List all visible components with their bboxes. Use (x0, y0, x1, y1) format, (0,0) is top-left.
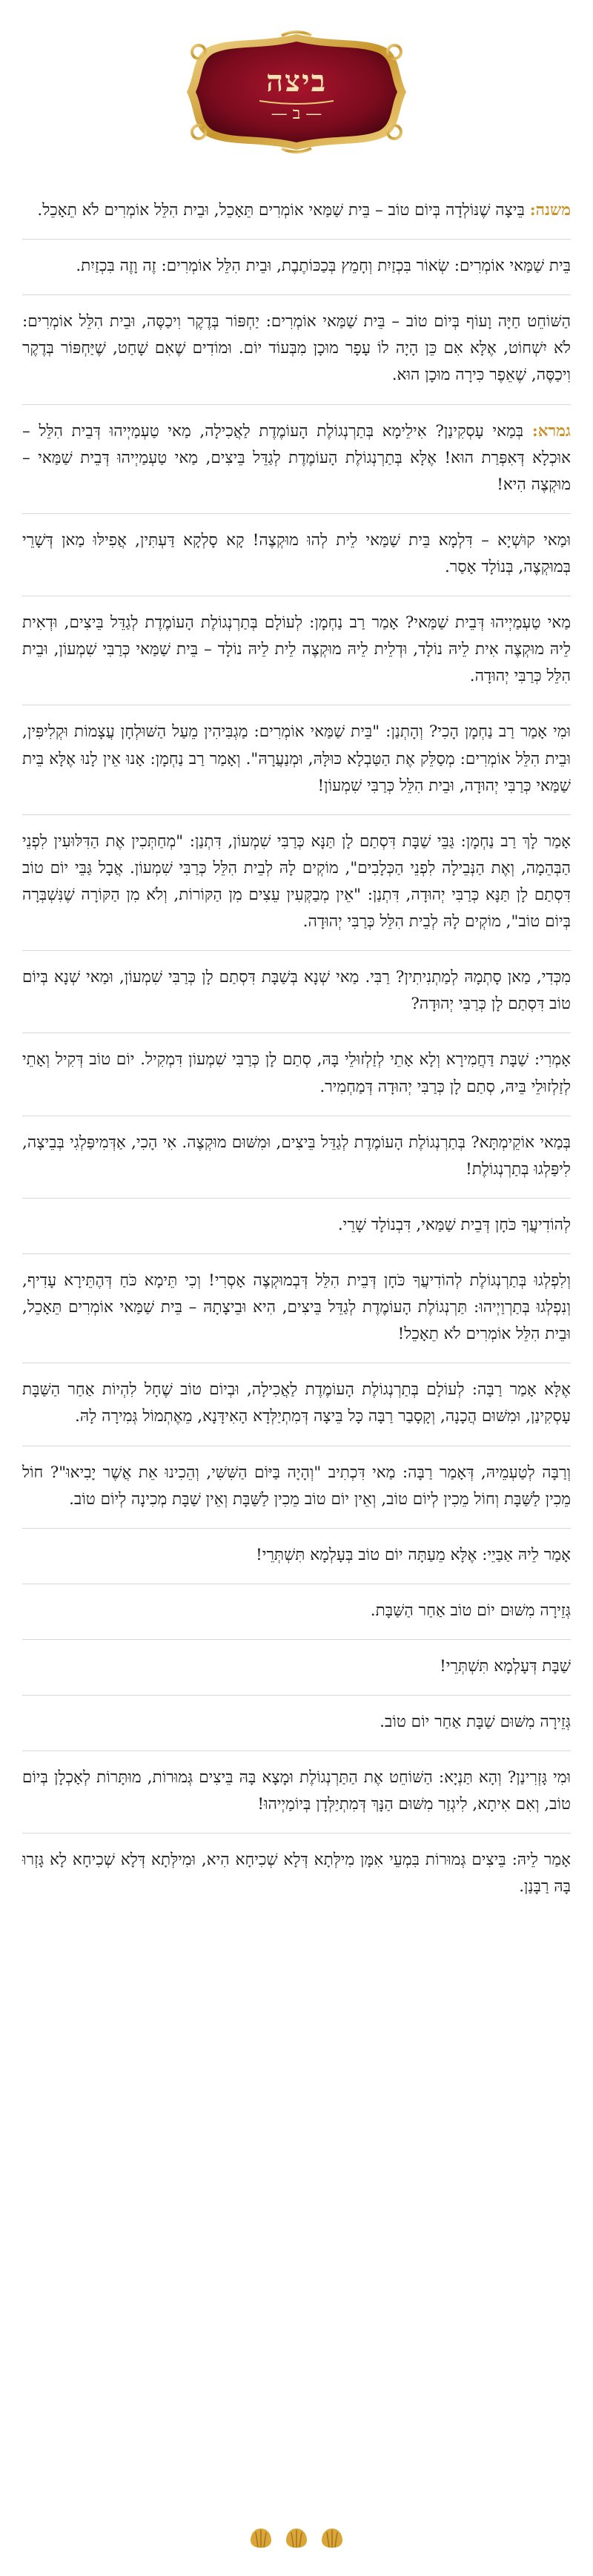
paragraph-text: בְּמַאי אוֹקֵימְתָּא? בְּתַרְנְגוֹלֶת הָעוֹמֶדֶת לְגַדֵּל בֵּיצִים, וּמִשּׁוּם מוּקְצֶה. אִי הָכִי, אַדְּמִיפַּלְגִי בְּבֵיצָה, לִיפַּלְגוּ בְּתַרְנְגוֹלֶת! (22, 1133, 571, 1179)
text-paragraph (22, 1446, 571, 1529)
paragraph-text: בֵּיצָה שֶׁנּוֹלְדָה בְּיוֹם טוֹב – בֵּית שַׁמַּאי אוֹמְרִים תֵּאָכֵל, וּבֵית הִלֵּל אוֹמְרִים לֹא תֵאָכֵל. (37, 201, 530, 220)
text-paragraph (22, 1033, 571, 1116)
text-paragraph (22, 815, 571, 951)
text-paragraph (22, 1584, 571, 1640)
text-paragraph (22, 1529, 571, 1584)
footer-ornament (0, 2526, 593, 2551)
tractate-badge (178, 30, 415, 154)
text-paragraph (22, 514, 571, 596)
paragraph-text: אָמַר לָךְ רַב נַחְמָן: גַּבֵּי שַׁבָּת דִּסְתַם לָן תַּנָּא כְּרַבִּי שִׁמְעוֹן, דִּתְנַן: "מְחַתְּכִין אֶת הַדִּלּוּעִין לִפְנֵי הַבְּהֵמָה, וְאֶת הַנְּבֵילָה לִפְנֵי הַכְּלָבִים", מוֹקְים לָהּ לְבֵית הִלֵּל כְּרַבִּי שִׁמְעוֹן. אֲבָל גַּבֵּי יוֹם טוֹב דִּסְתַם לָן תַּנָּא כְּרַבִּי יְהוּדָה, דִּתְנַן: "אֵין מְבַקְּעִין עֵצִים מִן הַקּוֹרוֹת, וְלֹא מִן הַקּוֹרָה שֶׁנִּשְׁבְּרָה בְּיוֹם טוֹב", מוֹקְים לָהּ לְבֵית הִלֵּל כְּרַבִּי יְהוּדָה. (22, 831, 571, 932)
paragraph-text: אָמְרִי: שַׁבָּת דַּחֲמִירָא וְלָא אָתֵי לְזַלְזוּלֵי בָּהּ, סְתַם לָן כְּרַבִּי שִׁמְעוֹן דִּמְקִיל. יוֹם טוֹב דְּקִיל וְאָתֵי לְזַלְזוּלֵי בֵּיהּ, סְתַם לָן כְּרַבִּי יְהוּדָה דְּמַחְמִיר. (22, 1050, 571, 1096)
text-paragraph (22, 1834, 571, 1915)
paragraph-text: גְּזֵירָה מִשּׁוּם שַׁבָּת אַחַר יוֹם טוֹב. (380, 1713, 571, 1732)
paragraph-text: וְלִפְלְגוּ בְּתַרְנְגוֹלֶת לְהוֹדִיעֲךָ כֹּחָן דְּבֵית הִלֵּל דְּבְמוּקְצֶה אָסְרִי! וְכִי תֵּימָא כֹּחַ דְּהֶתֵּירָא עָדִיף, וְנִפְלְגוּ בְּתַרְוַיְיהוּ: תַּרְנְגוֹלֶת הָעוֹמֶדֶת לְגַדֵּל בֵּיצִים, הִיא וּבֵיצָתָהּ – בֵּית שַׁמַּאי אוֹמְרִים תֵּאָכֵל, וּבֵית הִלֵּל אוֹמְרִים לֹא תֵאָכֵל! (22, 1271, 571, 1344)
paragraph-text: אָמַר לֵיהּ: בֵּיצִים גְּמוּרוֹת בִּמְעֵי אִמָּן מִילְּתָא דְּלָא שְׁכִיחָא הִיא, וּמִילְּתָא דְּלָא שְׁכִיחָא לָא גָּזְרוּ בָּהּ רַבָּנַן. (22, 1851, 571, 1897)
paragraph-text: וְרַבָּה לְטַעְמֵיהּ, דְּאָמַר רַבָּה: מַאי דִּכְתִיב "וְהָיָה בַּיּוֹם הַשִּׁשִּׁי, וְהֵכִינוּ אֵת אֲשֶׁר יָבִיאוּ"? חוֹל מֵכִין לַשַּׁבָּת וְחוֹל מֵכִין לְיוֹם טוֹב, וְאֵין יוֹם טוֹב מֵכִין לַשַּׁבָּת וְאֵין שַׁבָּת מְכִינָה לְיוֹם טוֹב. (22, 1463, 571, 1509)
text-paragraph (22, 1116, 571, 1199)
text-paragraph (22, 1640, 571, 1696)
section-label: משנה: (529, 201, 571, 220)
paragraph-text: גְּזֵירָה מִשּׁוּם יוֹם טוֹב אַחַר הַשַּׁבָּת. (370, 1601, 571, 1620)
text-paragraph (22, 596, 571, 705)
text-body (22, 184, 571, 1916)
text-paragraph (22, 405, 571, 514)
text-paragraph (22, 184, 571, 240)
section-label: גמרא: (531, 421, 571, 441)
text-paragraph (22, 951, 571, 1033)
paragraph-text: לְהוֹדִיעֲךָ כֹּחָן דְּבֵית שַׁמַּאי, דִּבְנוֹלָד שָׁרֵי. (337, 1215, 571, 1234)
paragraph-text: בֵּית שַׁמַּאי אוֹמְרִים: שְׂאוֹר בִּכְזַיִת וְחָמֵץ בְּכַכּוֹתֶבֶת, וּבֵית הִלֵּל אוֹמְרִים: זֶה וָזֶה בִּכְזַיִת. (76, 257, 571, 276)
paragraph-text: מַאי טַעְמַיְיהוּ דְּבֵית שַׁמַּאי? אָמַר רַב נַחְמָן: לְעוֹלָם בְּתַרְנְגוֹלֶת הָעוֹמֶדֶת לְגַדֵּל בֵּיצִים, וּדְאִית לֵיהּ מוּקְצֶה אִית לֵיהּ נוֹלָד, וּדְלֵית לֵיהּ מוּקְצֶה לֵית לֵיהּ נוֹלָד – בֵּית שַׁמַּאי כְּרַבִּי שִׁמְעוֹן, וּבֵית הִלֵּל כְּרַבִּי יְהוּדָה. (22, 613, 571, 686)
text-paragraph (22, 1254, 571, 1363)
paragraph-text: וּמִי אָמַר רַב נַחְמָן הָכִי? וְהָתְנַן: "בֵּית שַׁמַּאי אוֹמְרִים: מַגְבִּיהִין מֵעַל הַשּׁוּלְחָן עֲצָמוֹת וּקְלִיפִּין, וּבֵית הִלֵּל אוֹמְרִים: מְסַלֵּק אֶת הַטַּבְלָא כּוּלָּהּ, וּמְנַעֲרָהּ". וְאָמַר רַב נַחְמָן: אָנוּ אֵין לָנוּ אֶלָּא בֵּית שַׁמַּאי כְּרַבִּי יְהוּדָה, וּבֵית הִלֵּל כְּרַבִּי שִׁמְעוֹן! (22, 722, 571, 795)
paragraph-text: מִכְּדִי, מַאן סָתְמָהּ לְמַתְנִיתִין? רַבִּי. מַאי שְׁנָא בְּשַׁבָּת דִּסְתַם לָן כְּרַבִּי שִׁמְעוֹן, וּמַאי שְׁנָא בְּיוֹם טוֹב דִּסְתַם לָן כְּרַבִּי יְהוּדָה? (22, 968, 571, 1014)
text-paragraph (22, 1199, 571, 1254)
paragraph-text: אָמַר לֵיהּ אַבַּיֵי: אֶלָּא מֵעַתָּה יוֹם טוֹב בְּעָלְמָא תִּשְׁתְּרֵי! (256, 1545, 571, 1564)
shell-icon (319, 2526, 345, 2551)
text-paragraph (22, 1696, 571, 1751)
text-paragraph (22, 295, 571, 404)
shell-icon (248, 2526, 274, 2551)
folio-number: — ב — (271, 105, 322, 123)
text-paragraph (22, 1751, 571, 1834)
text-paragraph (22, 240, 571, 295)
paragraph-text: וּמַאי קוּשְׁיָא – דִּלְמָא בֵּית שַׁמַּאי לֵית לְהוּ מוּקְצֶה! קָא סָלְקָא דַּעְתִּין, אֲפִילּוּ מַאן דְּשָׁרֵי בְּמוּקְצֶה, בְּנוֹלָד אָסַר. (22, 530, 571, 576)
shell-icon (284, 2526, 309, 2551)
paragraph-text: בְּמַאי עָסְקִינַן? אִילֵימָא בְּתַרְנְגוֹלֶת הָעוֹמֶדֶת לַאֲכִילָה, מַאי טַעְמַיְיהוּ דְּבֵית הִלֵּל – אוּכְלָא דְּאִפְּרַת הוּא! אֶלָּא בְּתַרְנְגוֹלֶת הָעוֹמֶדֶת לְגַדֵּל בֵּיצִים, מַאי טַעְמַיְיהוּ דְּבֵית שַׁמַּאי – מוּקְצֶה הִיא! (22, 421, 571, 494)
text-paragraph (22, 1363, 571, 1446)
paragraph-text: שַׁבָּת דְּעָלְמָא תִּשְׁתְּרֵי! (440, 1656, 571, 1676)
tractate-title: ביצה (266, 64, 327, 99)
paragraph-text: אֶלָּא אָמַר רַבָּה: לְעוֹלָם בְּתַרְנְגוֹלֶת הָעוֹמֶדֶת לַאֲכִילָה, וּבְיוֹם טוֹב שֶׁחָל לִהְיוֹת אַחַר הַשַּׁבָּת עָסְקִינַן, וּמִשּׁוּם הֲכָנָה, וְקָסָבַר רַבָּה כָּל בֵּיצָה דְּמִתְיַלְּדָא הָאִידָּנָא, מֵאֶתְמוֹל גְּמִירָה לָהּ. (22, 1380, 571, 1426)
header (22, 0, 571, 184)
paragraph-text: וּמִי גָּזְרִינַן? וְהָא תַּנְיָא: הַשּׁוֹחֵט אֶת הַתַּרְנְגוֹלֶת וּמָצָא בָּהּ בֵּיצִים גְּמוּרוֹת, מוּתָּרוֹת לְאָכְלָן בְּיוֹם טוֹב, וְאִם אִיתָא, לִיגְזַר מִשּׁוּם הַנָּךְ דְּמִתְיַלְּדָן בְּיוֹמַיְיהוּ! (22, 1768, 571, 1814)
paragraph-text: הַשּׁוֹחֵט חַיָּה וָעוֹף בְּיוֹם טוֹב – בֵּית שַׁמַּאי אוֹמְרִים: יַחְפּוֹר בְּדֶקֶר וִיכַסֶּה, וּבֵית הִלֵּל אוֹמְרִים: לֹא יִשְׁחוֹט, אֶלָּא אִם כֵּן הָיָה לוֹ עָפָר מוּכָן מִבְּעוֹד יוֹם. וּמוֹדִים שֶׁאִם שָׁחַט, שֶׁיַּחְפּוֹר בְּדֶקֶר וִיכַסֶּה, שֶׁאֵפֶר כִּירָה מוּכָן הוּא. (22, 312, 571, 385)
text-paragraph (22, 705, 571, 814)
